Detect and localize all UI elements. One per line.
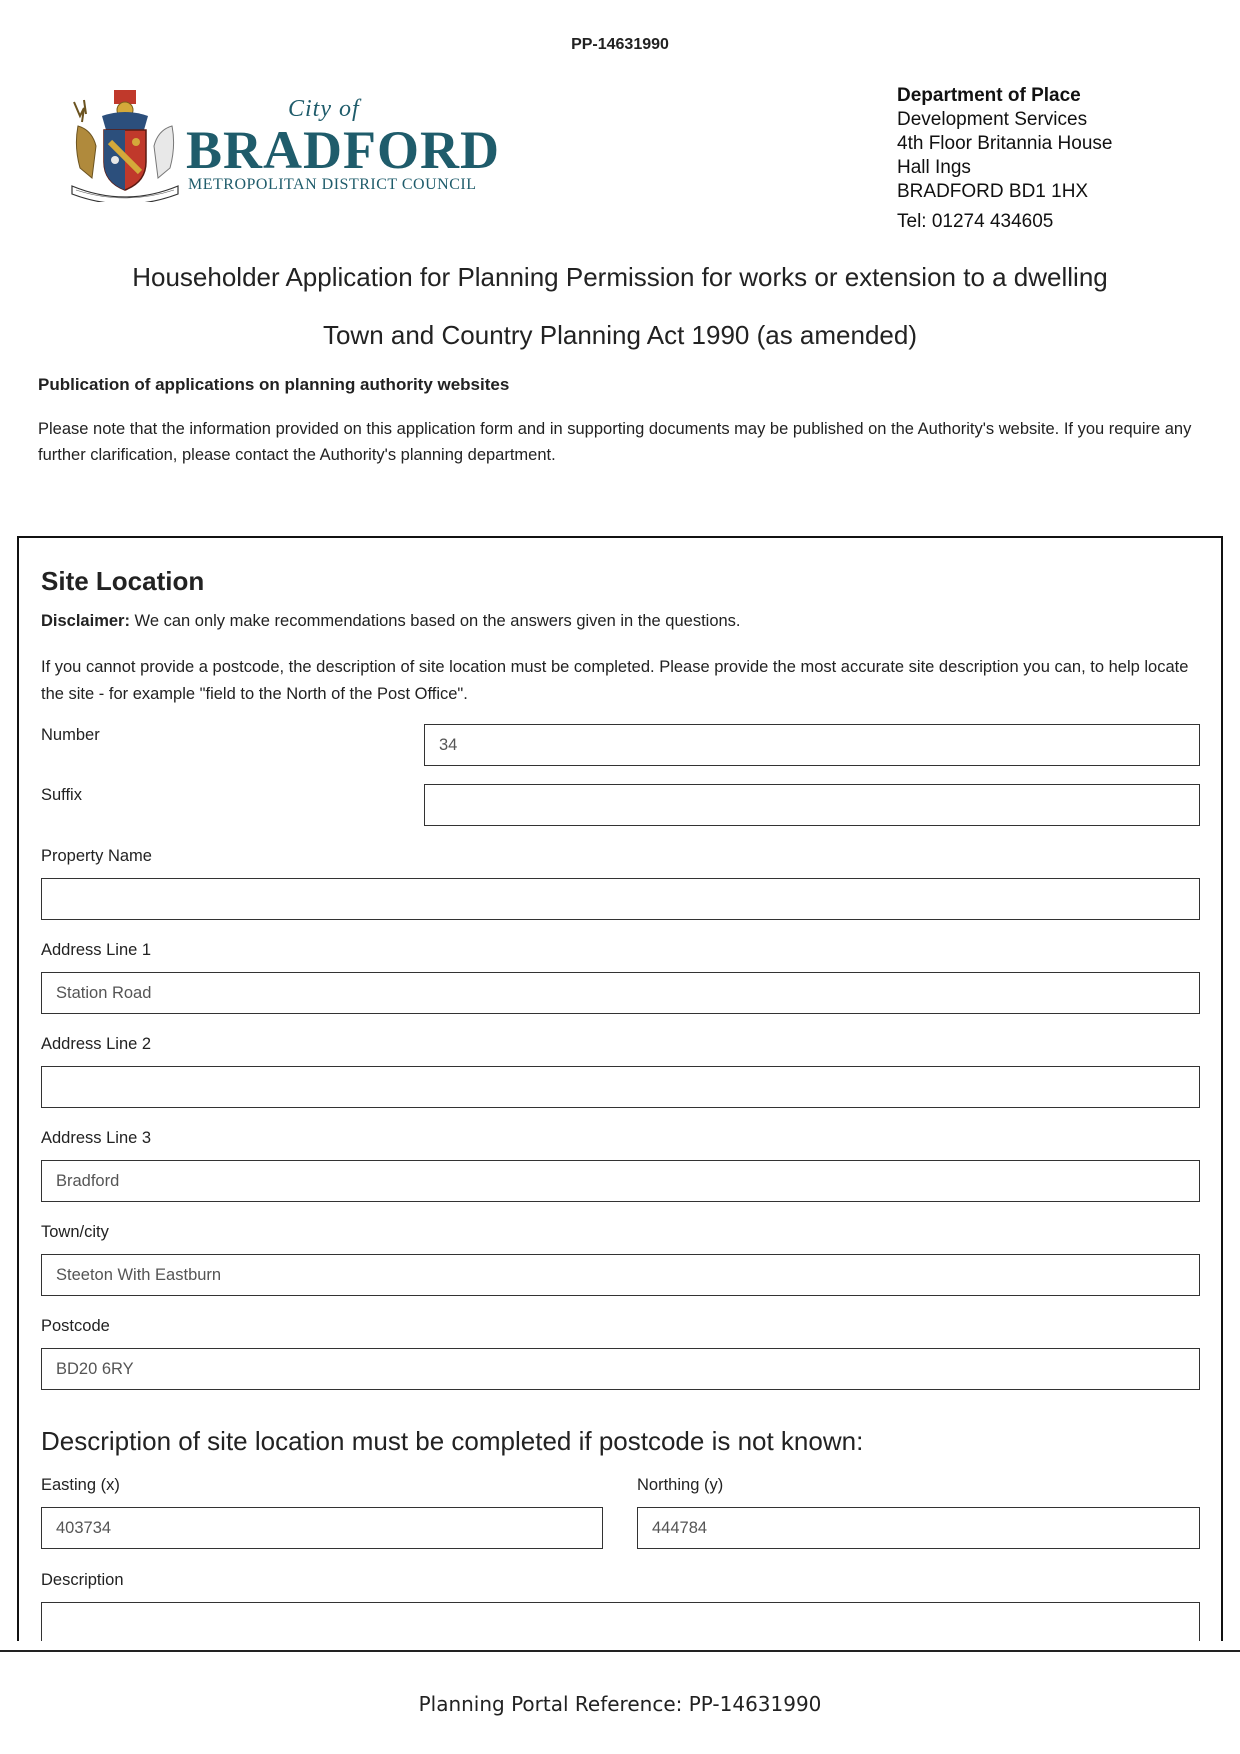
address-line: Hall Ings — [897, 157, 971, 178]
page-subtitle: Town and Country Planning Act 1990 (as amended) — [322, 320, 918, 350]
address-line-2-label: Address Line 2 — [41, 1035, 152, 1053]
property-name-field[interactable] — [41, 878, 1200, 920]
disclaimer — [41, 612, 741, 631]
publication-text: Please note that the information provided on this application form and in supporting documents may be published on the Authority's website. If you require any further clarification, please contact the Authority's planning department. — [38, 420, 1192, 464]
address-line-1-label: Address Line 1 — [41, 941, 152, 959]
coat-of-arms-icon — [70, 86, 180, 202]
department-title: Department of Place — [897, 85, 1081, 106]
publication-heading: Publication of applications on planning authority websites — [38, 375, 510, 394]
disclaimer-text: We can only make recommendations based on the answers given in the questions. — [129, 612, 741, 630]
town-city-field[interactable]: Steeton With Eastburn — [41, 1254, 1200, 1296]
site-location-section — [17, 536, 1223, 1754]
address-line-2-field[interactable] — [41, 1066, 1200, 1108]
northing-field[interactable]: 444784 — [637, 1507, 1200, 1549]
department-address — [897, 84, 1112, 234]
address-line-1-field[interactable]: Station Road — [41, 972, 1200, 1014]
logo-bradford: BRADFORD — [186, 120, 500, 180]
council-logo — [70, 86, 500, 204]
reference-number-top: PP-14631990 — [571, 36, 669, 53]
description-heading: Description of site location must be completed if postcode is not known: — [41, 1426, 864, 1456]
suffix-label: Suffix — [41, 786, 82, 804]
section-title: Site Location — [41, 566, 205, 596]
department-tel: Tel: 01274 434605 — [897, 211, 1054, 232]
easting-field[interactable]: 403734 — [41, 1507, 603, 1549]
northing-label: Northing (y) — [637, 1476, 724, 1494]
footer-divider — [0, 1650, 1240, 1652]
site-location-note: If you cannot provide a postcode, the description of site location must be completed. Please provide the most accurate site description you can, to help locate the site - for example "field to the North of the Post Office". — [41, 658, 1189, 703]
address-line-3-field[interactable]: Bradford — [41, 1160, 1200, 1202]
logo-council: METROPOLITAN DISTRICT COUNCIL — [188, 176, 477, 193]
logo-city-of: City of — [288, 96, 360, 122]
address-line: 4th Floor Britannia House — [897, 133, 1113, 154]
number-label: Number — [41, 726, 100, 744]
postcode-label: Postcode — [41, 1317, 110, 1335]
footer-reference: Planning Portal Reference: PP-14631990 — [418, 1692, 822, 1716]
postcode-field[interactable]: BD20 6RY — [41, 1348, 1200, 1390]
page-title: Householder Application for Planning Permission for works or extension to a dwelling — [132, 262, 1108, 292]
address-line: Development Services — [897, 109, 1088, 130]
property-name-label: Property Name — [41, 847, 152, 865]
number-field[interactable]: 34 — [424, 724, 1200, 766]
town-city-label: Town/city — [41, 1223, 109, 1241]
disclaimer-label: Disclaimer: — [41, 612, 130, 630]
easting-label: Easting (x) — [41, 1476, 120, 1494]
address-line-3-label: Address Line 3 — [41, 1129, 152, 1147]
address-line: BRADFORD BD1 1HX — [897, 181, 1089, 202]
description-label: Description — [41, 1571, 124, 1589]
suffix-field[interactable] — [424, 784, 1200, 826]
